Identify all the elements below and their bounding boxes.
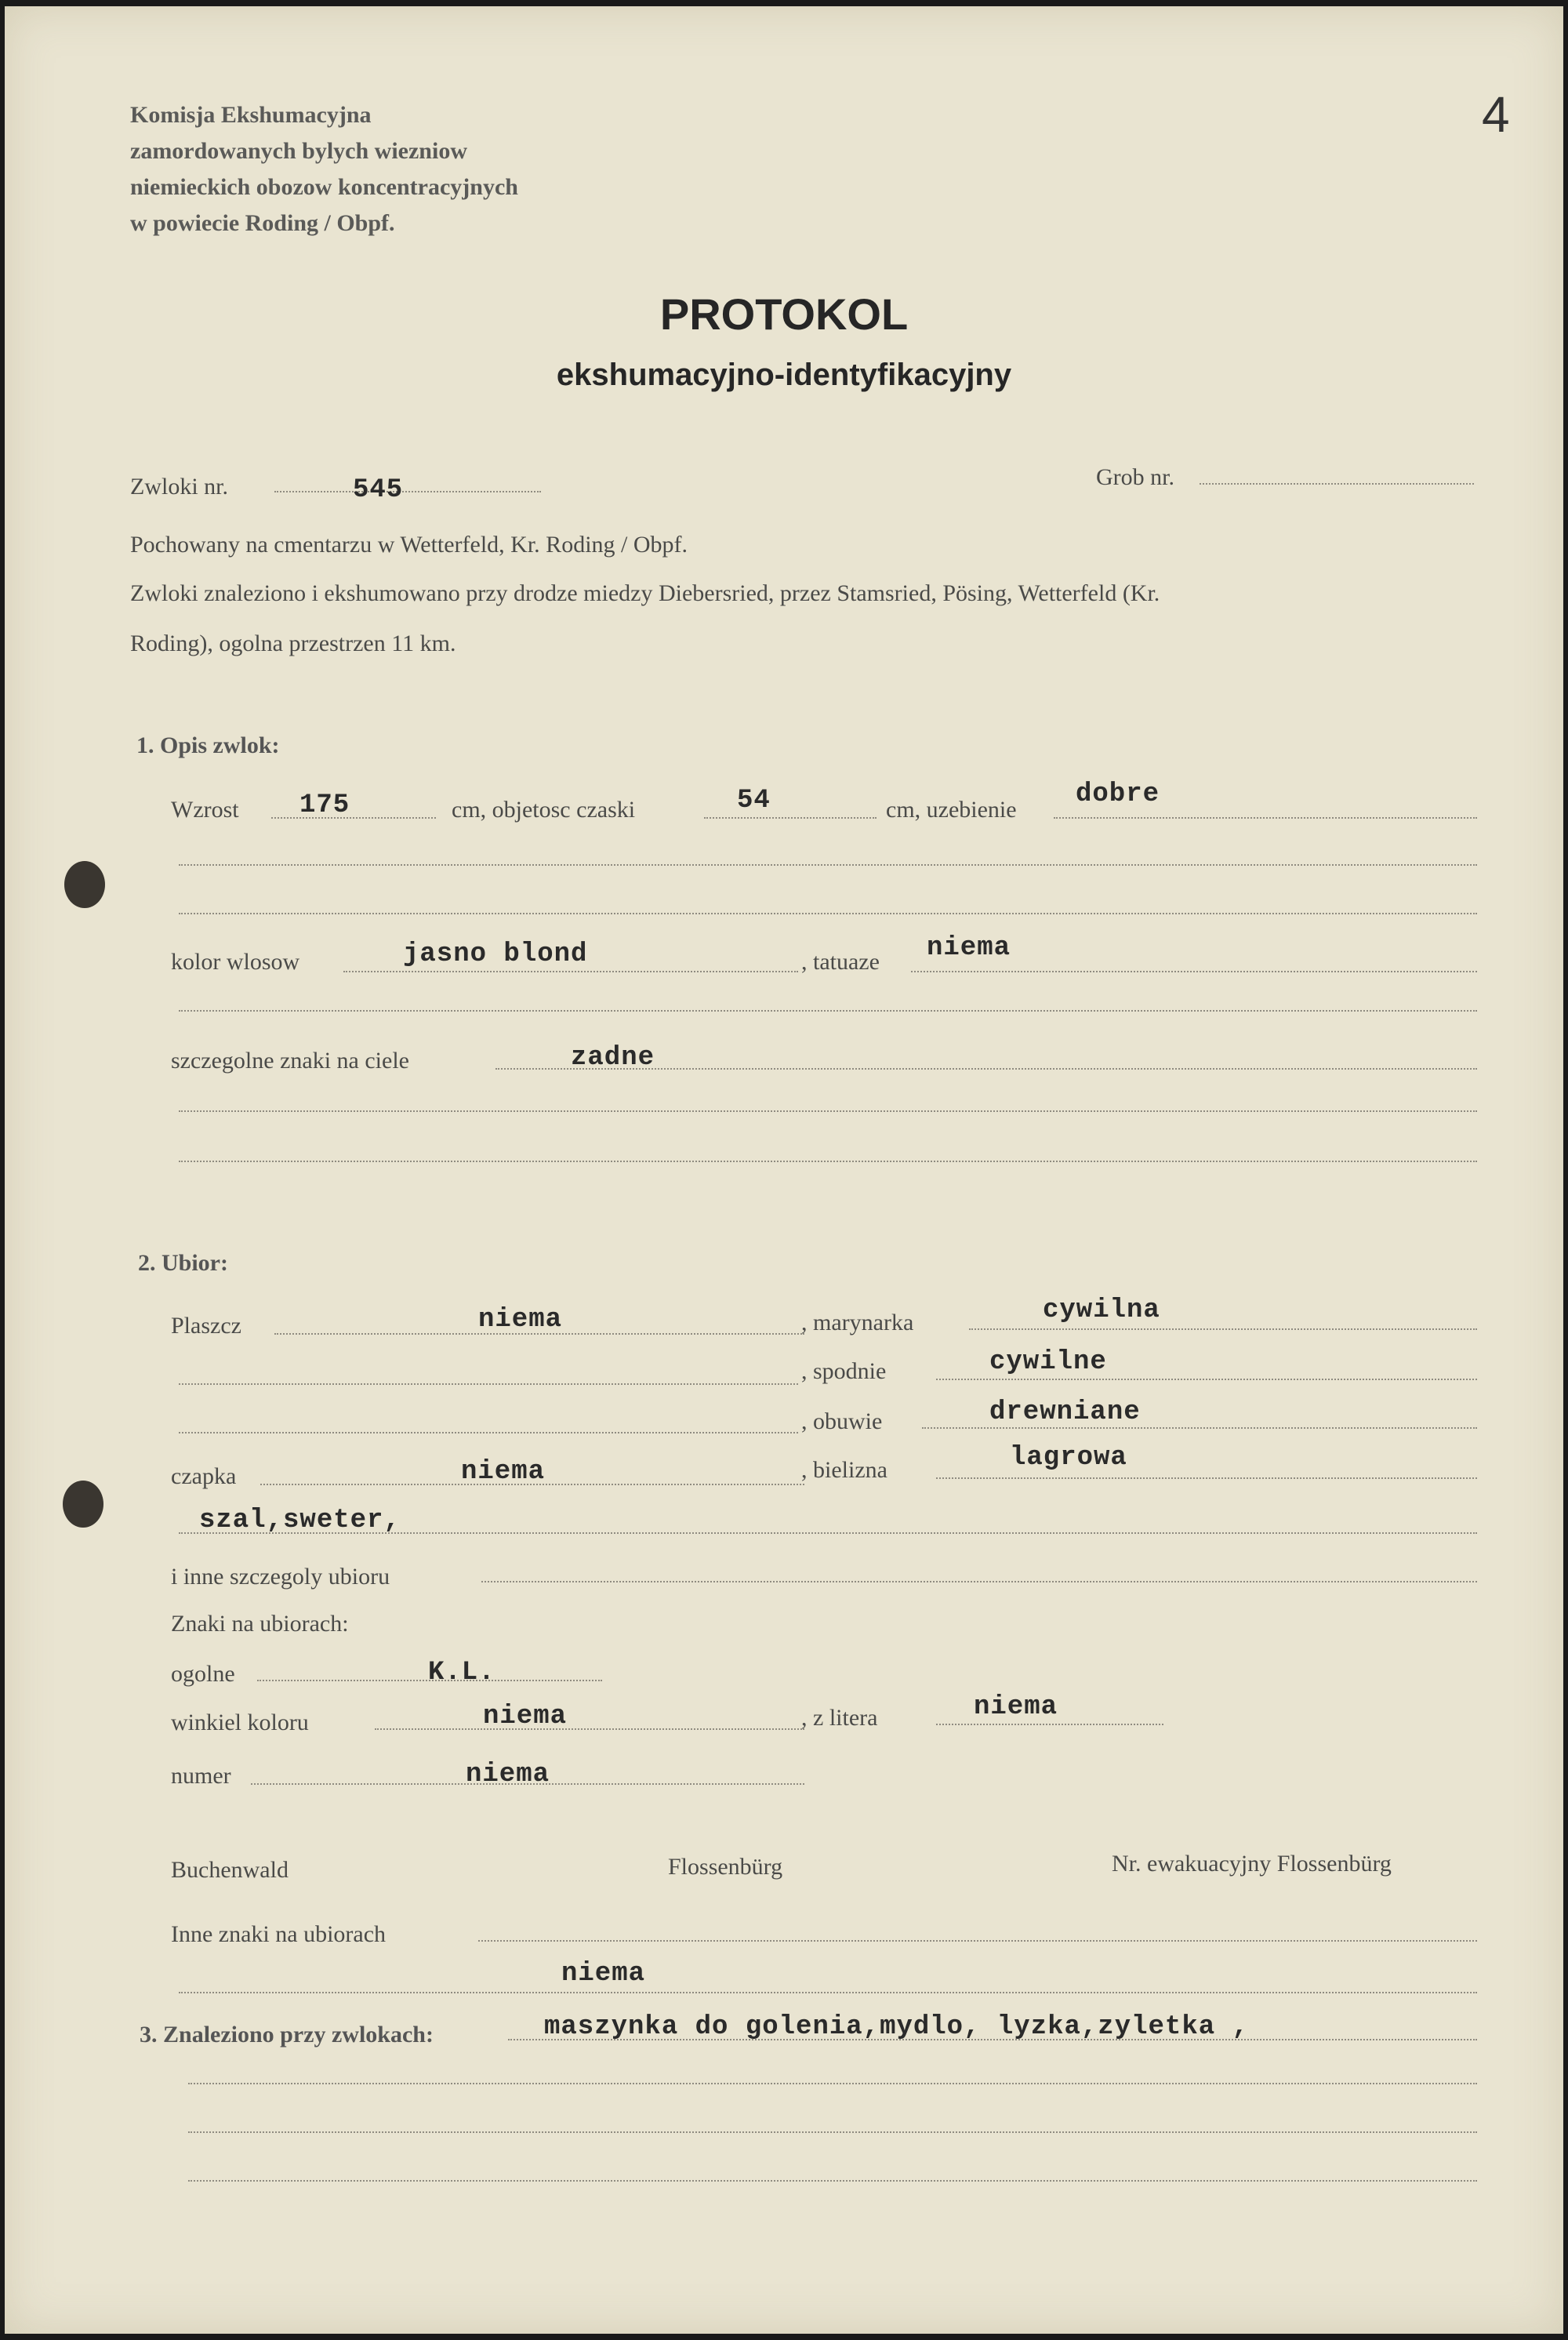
blank-line-1c [179, 1010, 1477, 1012]
ewakuacyjny-label: Nr. ewakuacyjny Flossenbürg [1112, 1851, 1392, 1877]
obuwie-label: , obuwie [801, 1408, 883, 1434]
grob-line [1200, 483, 1474, 485]
zwloki-value: 545 [353, 475, 404, 505]
kolor-value: jasno blond [403, 939, 588, 969]
winkiel-line [375, 1728, 804, 1730]
obuwie-value: drewniane [989, 1397, 1141, 1427]
inne-znaki-line [478, 1940, 1477, 1942]
znaki-ciele-value: zadne [571, 1043, 655, 1073]
inne-szczegoly-line [481, 1581, 1477, 1582]
numer-label: numer [171, 1763, 231, 1789]
plaszcz-label: Plaszcz [171, 1313, 241, 1339]
czapka-label: czapka [171, 1463, 237, 1489]
kolor-line [343, 971, 798, 972]
tatuaze-line [911, 971, 1477, 972]
plaszcz-value: niema [478, 1305, 563, 1335]
numer-value: niema [466, 1760, 550, 1790]
section-2-title: 2. Ubior: [138, 1250, 228, 1276]
header-line-4: w powiecie Roding / Obpf. [130, 210, 395, 236]
spodnie-value: cywilne [989, 1347, 1107, 1377]
ogolne-value: K.L. [428, 1658, 495, 1688]
spodnie-line [936, 1379, 1477, 1380]
blank-line-1e [179, 1161, 1477, 1162]
uzebienie-line [1054, 817, 1477, 819]
litera-label: , z litera [801, 1705, 878, 1731]
czapka-value: niema [461, 1457, 546, 1487]
punch-hole-top [64, 861, 105, 908]
buchenwald-label: Buchenwald [171, 1857, 289, 1883]
obuwie-line [922, 1427, 1477, 1429]
blank-line-1a [179, 864, 1477, 866]
page-number: 4 [1482, 86, 1510, 143]
kolor-label: kolor wlosow [171, 949, 300, 975]
litera-line [936, 1724, 1163, 1725]
section-3-value: maszynka do golenia,mydlo, lyzka,zyletka , [544, 2012, 1249, 2042]
inne-znaki-label: Inne znaki na ubiorach [171, 1921, 387, 1947]
blank-line-3c [188, 2180, 1477, 2182]
inne-znaki-value: niema [561, 1959, 646, 1989]
bielizna-label: , bielizna [801, 1457, 887, 1483]
bielizna-line [936, 1477, 1477, 1479]
uzebienie-value: dobre [1076, 779, 1160, 809]
marynarka-line [969, 1328, 1477, 1330]
document-title: PROTOKOL [659, 289, 909, 339]
czaszka-value: 54 [737, 786, 771, 816]
spodnie-label: , spodnie [801, 1358, 887, 1384]
section-3-title: 3. Znaleziono przy zwlokach: [140, 2022, 434, 2048]
zwloki-label: Zwloki nr. [130, 474, 228, 500]
blank-line-1d [179, 1110, 1477, 1112]
document-subtitle: ekshumacyjno-identyfikacyjny [556, 358, 1012, 392]
wzrost-value: 175 [299, 790, 350, 820]
tatuaze-value: niema [927, 933, 1011, 963]
flossenburg-label: Flossenbürg [668, 1854, 783, 1880]
section-1-title: 1. Opis zwlok: [136, 732, 280, 758]
punch-hole-bottom [63, 1481, 103, 1528]
bielizna-value: lagrowa [1010, 1443, 1127, 1473]
znaki-ubiorach-label: Znaki na ubiorach: [171, 1611, 349, 1637]
extra-clothing-value: szal,sweter, [199, 1506, 401, 1535]
litera-value: niema [974, 1692, 1058, 1722]
znaki-ciele-label: szczegolne znaki na ciele [171, 1048, 409, 1074]
marynarka-label: , marynarka [801, 1310, 914, 1335]
document-page [5, 6, 1563, 2334]
objetosc-label: cm, objetosc czaski [452, 797, 636, 823]
wzrost-line [271, 817, 436, 819]
header-line-3: niemieckich obozow koncentracyjnych [130, 174, 518, 200]
grob-label: Grob nr. [1096, 464, 1174, 490]
inne-znaki-line-2 [179, 1992, 1477, 1993]
wzrost-label: Wzrost [171, 797, 239, 823]
tatuaze-label: , tatuaze [801, 949, 880, 975]
blank-line-3b [188, 2131, 1477, 2133]
blank-line-2a [179, 1383, 798, 1385]
winkiel-label: winkiel koloru [171, 1710, 309, 1735]
winkiel-value: niema [483, 1702, 568, 1731]
blank-line-1b [179, 913, 1477, 914]
blank-line-3a [188, 2083, 1477, 2084]
header-line-1: Komisja Ekshumacyjna [130, 102, 372, 128]
ogolne-label: ogolne [171, 1661, 235, 1687]
inne-szczegoly-label: i inne szczegoly ubioru [171, 1564, 390, 1590]
zwloki-line [274, 491, 541, 492]
extra-clothing-line [179, 1532, 1477, 1534]
found-line-2: Roding), ogolna przestrzen 11 km. [130, 630, 456, 656]
found-line-1: Zwloki znaleziono i ekshumowano przy drodze miedzy Diebersried, przez Stamsried, Pösing, Wetterfeld (Kr. [130, 580, 1160, 606]
czaszka-line [704, 817, 877, 819]
blank-line-2b [179, 1432, 798, 1433]
uzebienie-label: cm, uzebienie [886, 797, 1017, 823]
burial-line: Pochowany na cmentarzu w Wetterfeld, Kr. Roding / Obpf. [130, 532, 688, 558]
marynarka-value: cywilna [1043, 1295, 1160, 1325]
header-line-2: zamordowanych bylych wiezniow [130, 138, 467, 164]
